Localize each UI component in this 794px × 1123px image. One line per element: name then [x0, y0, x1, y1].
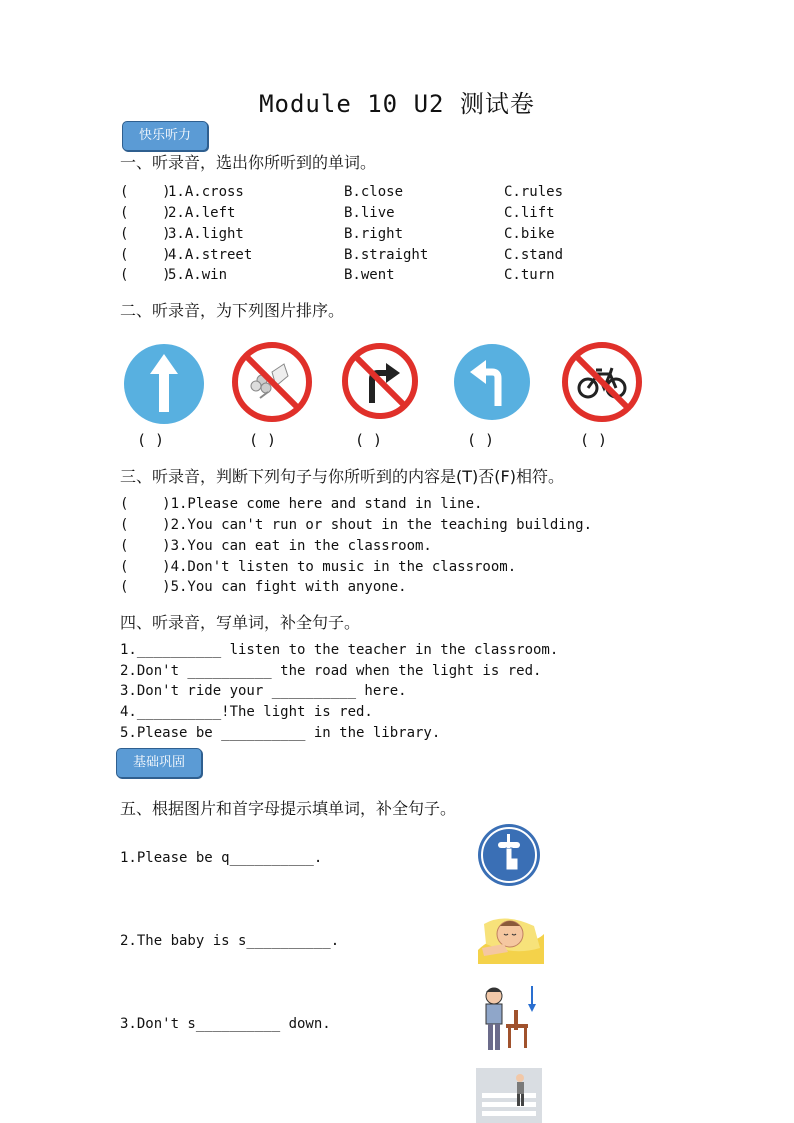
section5-heading: 五、根据图片和首字母提示填单词，补全句子。: [120, 799, 457, 818]
option-c: C.lift: [504, 205, 555, 221]
listening-badge: 快乐听力: [122, 121, 208, 151]
turn-left-sign-icon: [452, 342, 532, 422]
fill-blank-item[interactable]: 2.Don't __________ the road when the light is red.: [120, 663, 542, 679]
judgement-item[interactable]: ( )1.Please come here and stand in line.: [120, 496, 483, 512]
picture-fill-item[interactable]: 3.Don't s__________ down.: [120, 1016, 331, 1032]
section1-heading: 一、听录音，选出你所听到的单词。: [120, 153, 377, 172]
order-paren[interactable]: ( ): [580, 431, 608, 449]
straight-arrow-sign-icon: [122, 342, 206, 426]
option-a: 5.A.win: [168, 267, 228, 283]
option-c: C.stand: [504, 247, 564, 263]
option-a: 2.A.left: [168, 205, 236, 221]
answer-paren[interactable]: ( ): [120, 267, 171, 283]
option-b: B.straight: [344, 247, 429, 263]
sit-down-icon: [478, 984, 540, 1054]
judgement-item[interactable]: ( )3.You can eat in the classroom.: [120, 538, 432, 554]
page-title: Module 10 U2 测试卷: [259, 90, 535, 118]
section3-heading: 三、听录音，判断下列句子与你所听到的内容是(T)否(F)相符。: [120, 467, 564, 486]
option-b: B.right: [344, 226, 404, 242]
judgement-item[interactable]: ( )5.You can fight with anyone.: [120, 579, 407, 595]
answer-paren[interactable]: ( ): [120, 226, 171, 242]
no-bicycles-sign-icon: [562, 342, 642, 422]
fill-blank-item[interactable]: 1.__________ listen to the teacher in the classroom.: [120, 642, 559, 658]
answer-paren[interactable]: ( ): [120, 247, 171, 263]
sleeping-baby-icon: [474, 904, 546, 968]
section2-heading: 二、听录音，为下列图片排序。: [120, 301, 345, 320]
option-a: 4.A.street: [168, 247, 253, 263]
option-a: 1.A.cross: [168, 184, 244, 200]
picture-fill-item[interactable]: 2.The baby is s__________.: [120, 933, 340, 949]
section4-heading: 四、听录音，写单词，补全句子。: [120, 613, 361, 632]
order-paren[interactable]: ( ): [249, 431, 277, 449]
order-paren[interactable]: ( ): [467, 431, 495, 449]
crosswalk-icon: [476, 1068, 542, 1123]
fill-blank-item[interactable]: 5.Please be __________ in the library.: [120, 725, 441, 741]
fill-blank-item[interactable]: 3.Don't ride your __________ here.: [120, 683, 407, 699]
option-c: C.turn: [504, 267, 555, 283]
judgement-item[interactable]: ( )2.You can't run or shout in the teaching building.: [120, 517, 593, 533]
option-c: C.bike: [504, 226, 555, 242]
option-c: C.rules: [504, 184, 564, 200]
answer-paren[interactable]: ( ): [120, 205, 171, 221]
option-b: B.close: [344, 184, 404, 200]
judgement-item[interactable]: ( )4.Don't listen to music in the classroom.: [120, 559, 517, 575]
option-b: B.live: [344, 205, 395, 221]
picture-fill-item[interactable]: 1.Please be q__________.: [120, 850, 323, 866]
order-paren[interactable]: ( ): [137, 431, 165, 449]
fill-blank-item[interactable]: 4.__________!The light is red.: [120, 704, 373, 720]
quiet-sign-icon: [476, 822, 542, 888]
answer-paren[interactable]: ( ): [120, 184, 171, 200]
basics-badge: 基础巩固: [116, 748, 202, 778]
no-right-turn-sign-icon: [342, 343, 418, 419]
option-a: 3.A.light: [168, 226, 244, 242]
no-picking-flowers-sign-icon: [232, 342, 312, 422]
option-b: B.went: [344, 267, 395, 283]
order-paren[interactable]: ( ): [355, 431, 383, 449]
